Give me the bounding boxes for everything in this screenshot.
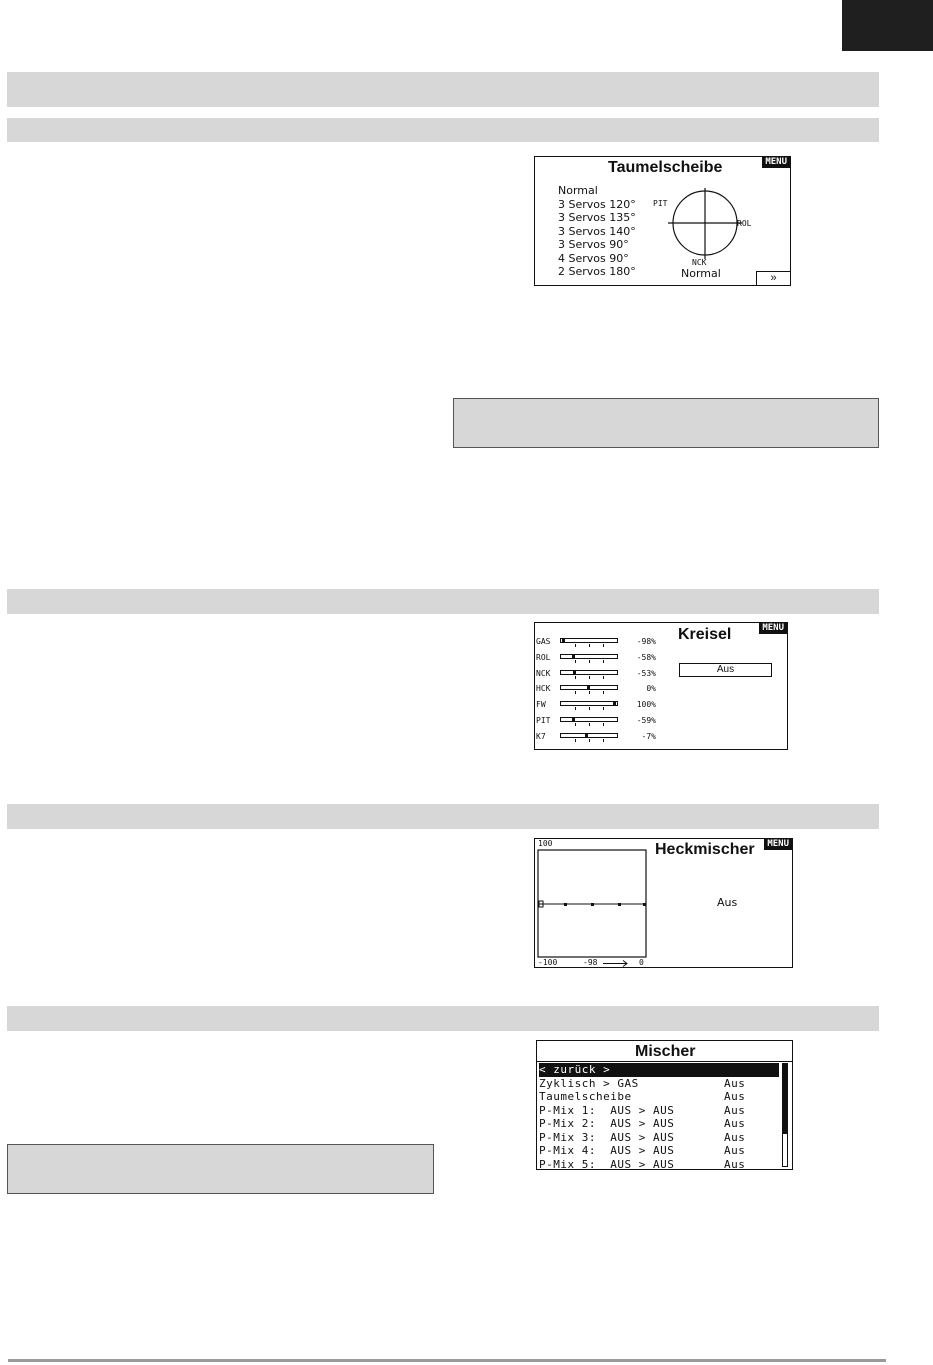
channel-row <box>535 714 670 728</box>
swash-option[interactable]: 2 Servos 180° <box>558 265 636 278</box>
label-pit: PIT <box>653 199 668 208</box>
bar-tick <box>575 676 576 679</box>
bar-tick <box>603 676 604 679</box>
scrollbar-thumb[interactable] <box>783 1064 787 1134</box>
mixer-screen <box>536 1040 793 1170</box>
swashplate-screen <box>534 156 791 286</box>
swash-option[interactable]: 3 Servos 120° <box>558 197 636 211</box>
bar-tick <box>575 644 576 647</box>
mixer-item-status: Aus <box>724 1117 746 1130</box>
bar-tick <box>575 739 576 742</box>
channel-row <box>535 667 670 681</box>
channel-value: 0% <box>646 684 656 694</box>
channel-name: K7 <box>536 731 546 741</box>
channel-position-marker <box>613 702 616 705</box>
section-bar-gyro <box>7 589 879 614</box>
channel-row <box>535 698 670 712</box>
mixer-item-status: Aus <box>724 1157 746 1171</box>
mixer-item-label: P-Mix 1: AUS > AUS <box>539 1103 675 1117</box>
channel-bar <box>560 717 618 722</box>
axis-top-label: 100 <box>538 839 553 848</box>
swash-option[interactable]: 3 Servos 140° <box>558 224 636 238</box>
bar-tick <box>589 644 590 647</box>
menu-button[interactable]: MENU <box>762 157 790 168</box>
note-box-right <box>453 398 879 448</box>
channel-name: GAS <box>536 637 551 646</box>
channel-row <box>535 635 670 649</box>
channel-row <box>535 730 670 744</box>
channel-value: -58% <box>636 652 656 662</box>
channel-position-marker <box>572 718 575 721</box>
mixer-list-item[interactable] <box>539 1077 779 1091</box>
channel-bar <box>560 733 618 738</box>
channel-name: ROL <box>536 652 551 662</box>
gyro-screen <box>534 622 788 750</box>
mixer-item-label: P-Mix 2: AUS > AUS <box>539 1117 675 1130</box>
axis-bottom-mid: -98 <box>583 958 598 967</box>
channel-value: 100% <box>636 700 656 710</box>
arrow-right-icon <box>603 960 629 967</box>
channel-bar <box>560 638 618 643</box>
channel-value: -98% <box>636 637 656 646</box>
screen-title: Heckmischer <box>655 841 755 858</box>
channel-name: NCK <box>536 668 551 678</box>
channel-position-marker <box>587 686 590 689</box>
mixer-list-item[interactable] <box>539 1131 779 1145</box>
mixer-list-item[interactable] <box>539 1144 779 1158</box>
swash-option[interactable]: 3 Servos 90° <box>558 238 629 251</box>
screen-title: Taumelscheibe <box>608 159 723 176</box>
label-nck: NCK <box>692 258 707 267</box>
bar-tick <box>589 723 590 726</box>
back-item[interactable] <box>539 1063 779 1077</box>
channel-bar <box>560 701 618 706</box>
label-rol: ROL <box>737 219 752 228</box>
channel-bar <box>560 670 618 675</box>
bar-tick <box>589 660 590 663</box>
bar-tick <box>589 707 590 710</box>
selected-type: Normal <box>681 267 721 280</box>
bar-tick <box>575 723 576 726</box>
next-page-button[interactable] <box>756 271 790 285</box>
menu-button[interactable]: MENU <box>759 623 787 634</box>
channel-bar <box>560 685 618 690</box>
mixer-item-label: < zurück > <box>539 1063 611 1076</box>
bar-tick <box>603 723 604 726</box>
bar-tick <box>603 660 604 663</box>
channel-name: PIT <box>536 716 551 725</box>
mixer-item-label: Taumelscheibe <box>539 1090 632 1103</box>
bar-tick <box>575 660 576 663</box>
mixer-list-item[interactable] <box>539 1090 779 1104</box>
bar-tick <box>603 707 604 710</box>
mixer-list-item[interactable] <box>539 1117 779 1131</box>
section-bar-tail-mixer <box>7 804 879 829</box>
axis-bottom-left: -100 <box>538 958 558 967</box>
footer-rule <box>8 1359 886 1362</box>
mixer-list-item[interactable] <box>539 1104 779 1118</box>
mixer-curve-graph <box>537 849 649 959</box>
channel-position-marker <box>562 639 565 642</box>
mixer-item-status: Aus <box>724 1076 746 1090</box>
channel-position-marker <box>573 671 576 674</box>
channel-row <box>535 682 670 696</box>
screen-title: Mischer <box>635 1043 696 1060</box>
bar-tick <box>589 691 590 694</box>
menu-button[interactable]: MENU <box>764 839 792 850</box>
bar-tick <box>575 691 576 694</box>
bar-tick <box>575 707 576 710</box>
channel-bar <box>560 654 618 659</box>
title-divider <box>537 1061 792 1062</box>
mixer-item-label: P-Mix 3: AUS > AUS <box>539 1130 675 1144</box>
tail-mixer-screen <box>534 838 793 968</box>
tail-mixer-value[interactable]: Aus <box>717 896 738 909</box>
chapter-tab <box>842 0 933 51</box>
swash-option[interactable]: 3 Servos 135° <box>558 211 636 224</box>
channel-value: -7% <box>641 731 656 741</box>
next-chevron-icon: » <box>770 272 777 284</box>
mixer-item-label: P-Mix 4: AUS > AUS <box>539 1144 675 1157</box>
scrollbar[interactable] <box>782 1063 788 1167</box>
mixer-list-item[interactable] <box>539 1158 779 1172</box>
mixer-item-status: Aus <box>724 1090 746 1103</box>
section-bar-mixer <box>7 1006 879 1031</box>
mixer-item-status: Aus <box>724 1103 746 1117</box>
channel-name: FW <box>536 700 546 710</box>
bar-tick <box>603 691 604 694</box>
mixer-item-status: Aus <box>724 1130 746 1144</box>
channel-name: HCK <box>536 684 551 694</box>
bar-tick <box>589 676 590 679</box>
note-box-left <box>7 1144 434 1194</box>
gyro-value-box[interactable] <box>679 663 772 677</box>
bar-tick <box>603 739 604 742</box>
section-bar-swashplate <box>7 118 879 142</box>
screen-title: Kreisel <box>678 626 732 643</box>
channel-value: -53% <box>636 668 656 678</box>
channel-position-marker <box>572 655 575 658</box>
channel-row <box>535 651 670 665</box>
mixer-item-label: Zyklisch > GAS <box>539 1076 639 1090</box>
swash-option[interactable]: Normal <box>558 184 598 197</box>
swash-option[interactable]: 4 Servos 90° <box>558 251 629 265</box>
bar-tick <box>589 739 590 742</box>
mixer-item-status: Aus <box>724 1144 746 1157</box>
channel-position-marker <box>585 734 588 737</box>
page-header-bar <box>7 72 879 107</box>
gyro-value: Aus <box>716 664 735 675</box>
axis-bottom-right: 0 <box>639 958 644 967</box>
mixer-item-label: P-Mix 5: AUS > AUS <box>539 1157 675 1171</box>
bar-tick <box>603 644 604 647</box>
channel-value: -59% <box>636 716 656 725</box>
